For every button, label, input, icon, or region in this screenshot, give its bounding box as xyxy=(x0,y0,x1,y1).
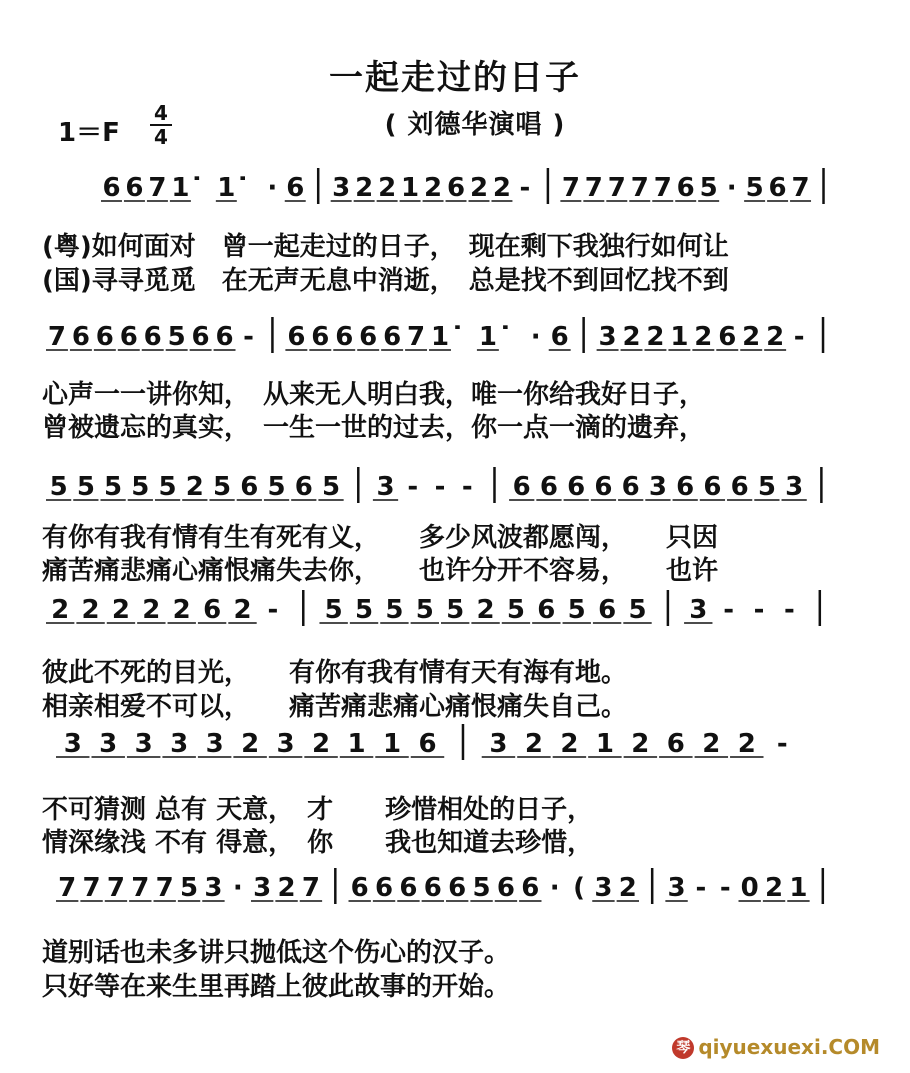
note: 2 xyxy=(702,729,721,759)
note: 3 xyxy=(594,873,613,903)
note: 6 xyxy=(539,472,559,502)
note: 6 xyxy=(730,472,749,502)
note: 5 xyxy=(49,472,68,502)
sustain-dash: - xyxy=(695,873,707,903)
note: 7 xyxy=(407,322,426,352)
time-signature-top: 4 xyxy=(154,101,168,125)
note: 1 xyxy=(217,173,236,203)
lyric-line: 心声一一讲你知， 从来无人明白我，唯一你给我好日子， xyxy=(42,380,706,410)
note: 6 xyxy=(294,472,313,502)
note xyxy=(503,324,508,328)
note: 1 xyxy=(401,173,420,203)
note: 3 xyxy=(276,729,295,759)
note: 6 xyxy=(594,472,613,502)
note: 3 xyxy=(63,729,82,759)
note: 5 xyxy=(131,472,150,502)
note: 7 xyxy=(584,173,603,203)
note: 6 xyxy=(375,873,394,903)
lyric-line: 道别话也未多讲只抛低这个伤心的汉子。 xyxy=(42,938,511,968)
lyric-line: 不可猜测 总有 天意， 才 珍惜相处的日子， xyxy=(42,795,594,825)
note: 6 xyxy=(567,472,586,502)
note: 5 xyxy=(213,472,232,502)
sustain-dash: - xyxy=(784,595,795,625)
note: 2 xyxy=(560,729,579,759)
note: 5 xyxy=(354,595,374,625)
key-signature: 1＝F xyxy=(58,118,120,148)
note xyxy=(194,175,199,179)
note: 2 xyxy=(492,173,511,203)
note: 5 xyxy=(158,472,177,502)
note: 2 xyxy=(618,873,637,903)
note: 1 xyxy=(347,729,366,759)
note: 3 xyxy=(204,873,223,903)
note: 6 xyxy=(119,322,138,352)
note: 6 xyxy=(521,873,540,903)
note: 7 xyxy=(653,173,672,203)
note: 7 xyxy=(58,873,77,903)
note: 5 xyxy=(321,472,341,502)
note: 5 xyxy=(385,595,404,625)
note: 2 xyxy=(742,322,761,352)
note: 3 xyxy=(205,729,224,759)
note: 2 xyxy=(766,322,785,352)
note: · xyxy=(267,173,278,203)
note: 6 xyxy=(550,322,569,352)
note: 2 xyxy=(631,729,650,759)
note: 7 xyxy=(561,173,580,203)
note: 6 xyxy=(676,472,695,502)
note: 6 xyxy=(448,873,467,903)
note: · xyxy=(232,873,243,903)
note: 5 xyxy=(180,873,199,903)
note: 6 xyxy=(446,173,466,203)
note: 5 xyxy=(104,472,123,502)
note xyxy=(240,175,245,179)
note: 6 xyxy=(95,322,114,352)
note: 6 xyxy=(102,173,121,203)
note: 7 xyxy=(155,873,174,903)
lyric-line: 相亲相爱不可以， 痛苦痛悲痛心痛恨痛失自己。 xyxy=(42,692,628,722)
note: · xyxy=(549,873,560,903)
note: 6 xyxy=(768,173,787,203)
sustain-dash: - xyxy=(267,595,279,625)
note: 2 xyxy=(694,322,713,352)
watermark-text: qiyuexuexi.COM xyxy=(698,1034,880,1059)
sustain-dash: - xyxy=(519,173,531,203)
singer-credit: ( 刘德华演唱 ) xyxy=(384,110,566,140)
note: 5 xyxy=(267,472,286,502)
note: 5 xyxy=(76,472,95,502)
note: 2 xyxy=(142,595,161,625)
note: 7 xyxy=(148,173,167,203)
note: 6 xyxy=(418,729,437,759)
note: 6 xyxy=(718,322,737,352)
note: 3 xyxy=(598,322,617,352)
note: 7 xyxy=(131,873,150,903)
note: 6 xyxy=(666,729,685,759)
note: 7 xyxy=(301,873,320,903)
note: 3 xyxy=(667,873,686,903)
note: 6 xyxy=(676,173,695,203)
note: 3 xyxy=(332,173,351,203)
note: 6 xyxy=(383,322,402,352)
sustain-dash: - xyxy=(407,472,419,502)
sustain-dash: - xyxy=(719,873,731,903)
note: 2 xyxy=(241,729,260,759)
note: 5 xyxy=(506,595,526,625)
note: 5 xyxy=(446,595,465,625)
note: 1 xyxy=(595,729,614,759)
sustain-dash: - xyxy=(461,472,473,502)
note: 5 xyxy=(628,595,647,625)
note: ( xyxy=(573,873,586,903)
note: 6 xyxy=(350,873,369,903)
sustain-dash: - xyxy=(753,595,765,625)
note: 1 xyxy=(171,173,190,203)
note: 5 xyxy=(699,173,718,203)
note: 1 xyxy=(789,873,808,903)
lyric-line: 曾被遗忘的真实， 一生一世的过去，你一点一滴的遗弃， xyxy=(42,413,706,443)
note: 3 xyxy=(253,873,272,903)
lyric-line: (国)寻寻觅觅 在无声无息中消逝， 总是找不到回忆找不到 xyxy=(42,266,729,296)
song-title: 一起走过的日子 xyxy=(329,58,581,98)
time-signature-bottom: 4 xyxy=(154,125,168,149)
note: 6 xyxy=(286,173,305,203)
note: 0 xyxy=(740,873,759,903)
note: · xyxy=(726,173,737,203)
note: 3 xyxy=(489,729,508,759)
note: 6 xyxy=(311,322,330,352)
note: 6 xyxy=(537,595,556,625)
note: 2 xyxy=(277,873,296,903)
note: 7 xyxy=(630,173,649,203)
note: 6 xyxy=(359,322,378,352)
note: 6 xyxy=(125,173,144,203)
note: 2 xyxy=(233,595,252,625)
note: 6 xyxy=(399,873,418,903)
note: 2 xyxy=(81,595,100,625)
note: 2 xyxy=(469,173,489,203)
note: 2 xyxy=(355,173,374,203)
note: 6 xyxy=(335,322,354,352)
note: · xyxy=(530,322,541,352)
note: 2 xyxy=(424,173,443,203)
note: 2 xyxy=(737,729,756,759)
note: 6 xyxy=(191,322,210,352)
note: 2 xyxy=(312,729,331,759)
note: 1 xyxy=(478,322,497,352)
note: 6 xyxy=(215,322,234,352)
note: 1 xyxy=(670,322,689,352)
note: 6 xyxy=(598,595,617,625)
note: 6 xyxy=(240,472,259,502)
note: 5 xyxy=(472,873,491,903)
lyric-line: 有你有我有情有生有死有义， 多少风波都愿闯， 只因 xyxy=(42,523,719,553)
note: 2 xyxy=(524,729,543,759)
note: 3 xyxy=(785,472,804,502)
watermark xyxy=(672,1035,880,1060)
lyric-line: (粤)如何面对 曾一起走过的日子， 现在剩下我独行如何让 xyxy=(42,232,729,262)
note: 7 xyxy=(82,873,101,903)
note: 6 xyxy=(621,472,640,502)
note: 7 xyxy=(47,322,67,352)
note: 7 xyxy=(791,173,810,203)
lyric-line: 情深缘浅 不有 得意， 你 我也知道去珍惜， xyxy=(42,828,594,858)
sustain-dash: - xyxy=(793,322,805,352)
note: 3 xyxy=(689,595,708,625)
note: 2 xyxy=(185,472,204,502)
note: 1 xyxy=(430,322,450,352)
note: 6 xyxy=(203,595,222,625)
note: 6 xyxy=(287,322,306,352)
note: 2 xyxy=(765,873,784,903)
note: 6 xyxy=(143,322,162,352)
note: 3 xyxy=(99,729,118,759)
note: 6 xyxy=(71,322,90,352)
lyric-line: 彼此不死的目光， 有你有我有情有天有海有地。 xyxy=(42,658,628,688)
note: 6 xyxy=(512,472,531,502)
note: 2 xyxy=(476,595,495,625)
note: 3 xyxy=(170,729,189,759)
note: 5 xyxy=(567,595,586,625)
note: 5 xyxy=(324,595,343,625)
note: 2 xyxy=(111,595,131,625)
note: 3 xyxy=(648,472,667,502)
note: 6 xyxy=(423,873,442,903)
note: 7 xyxy=(607,173,626,203)
sustain-dash: - xyxy=(776,729,788,759)
lyric-line: 只好等在来生里再踏上彼此故事的开始。 xyxy=(42,972,511,1002)
note: 2 xyxy=(646,322,665,352)
note: 2 xyxy=(622,322,641,352)
sustain-dash: - xyxy=(723,595,735,625)
sustain-dash: - xyxy=(243,322,254,352)
note: 2 xyxy=(51,595,70,625)
note: 2 xyxy=(378,173,397,203)
note: 5 xyxy=(757,472,776,502)
note: 5 xyxy=(167,322,186,352)
note xyxy=(455,324,460,328)
site-logo-icon: 琴 xyxy=(672,1037,694,1059)
note: 5 xyxy=(745,173,764,203)
note: 7 xyxy=(106,873,125,903)
note: 3 xyxy=(134,729,153,759)
note: 6 xyxy=(496,873,515,903)
note: 5 xyxy=(415,595,434,625)
note: 3 xyxy=(376,472,395,502)
note: 1 xyxy=(382,729,402,759)
note: 6 xyxy=(703,472,722,502)
lyric-line: 痛苦痛悲痛心痛恨痛失去你， 也许分开不容易， 也许 xyxy=(42,556,719,586)
note: 2 xyxy=(172,595,191,625)
sustain-dash: - xyxy=(434,472,446,502)
